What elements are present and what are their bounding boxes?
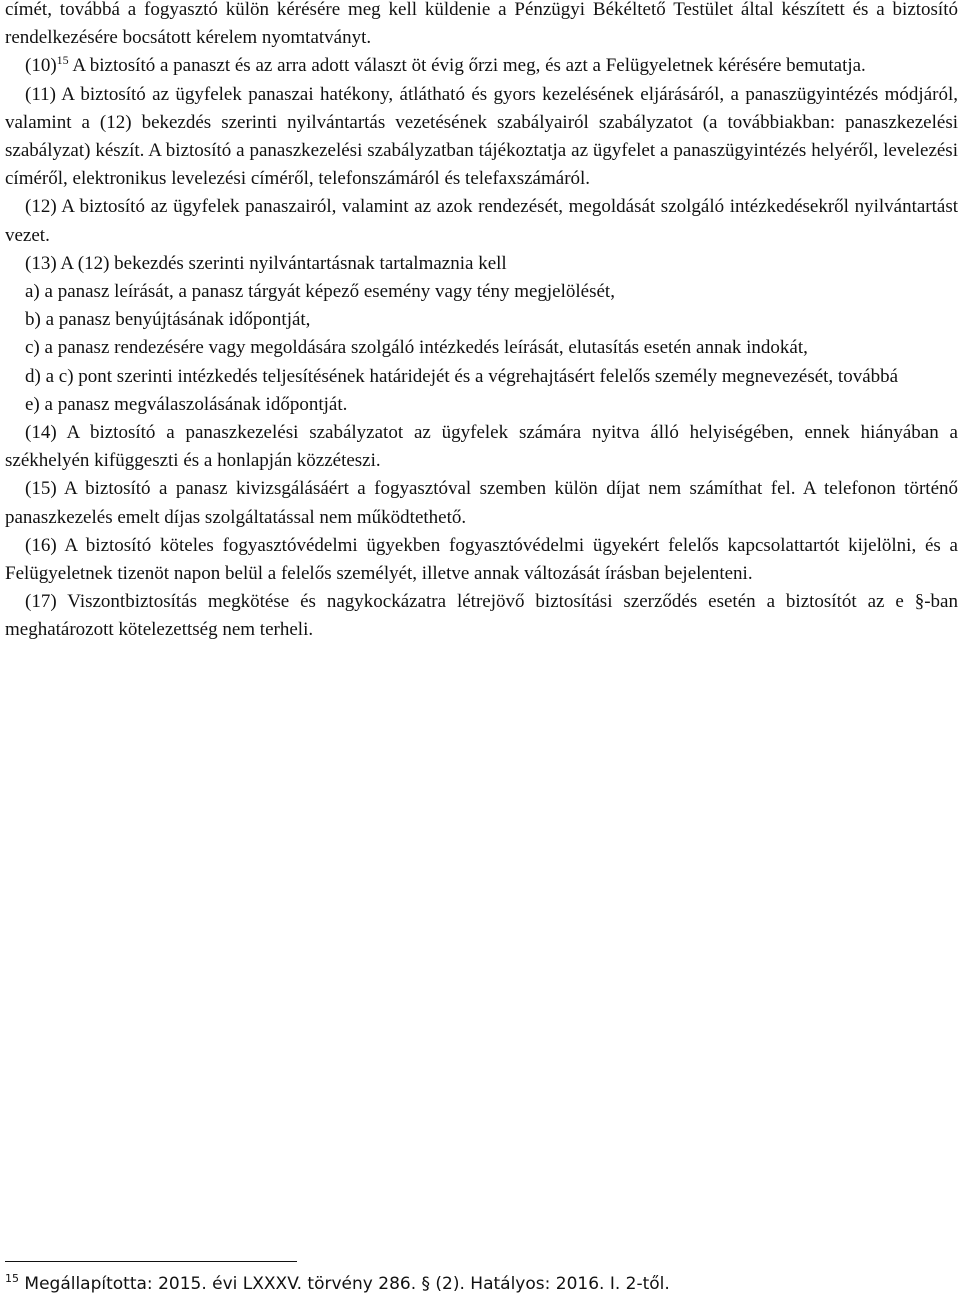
paragraph-15 [5,475,958,531]
paragraph-14 [5,419,958,475]
footnote-reference[interactable]: 15 [56,53,69,68]
paragraph-text: (11) A biztosító az ügyfelek panaszai hatékony, átlátható és gyors kezelésének eljárásáról, a panaszügyintézés módjáról, valamint a (12) bekezdés szerinti nyilvántartás vezetésének szabályairól szabályzatot (a továbbiakban: panaszkezelési szabályzat) készít. A biztosító a panaszkezelési szabályzatban tájékoztatja az ügyfelet a panaszügyintézés helyéről, levelezési címéről, elektronikus levelezési címéről, telefonszámáról és telefaxszámáról. [5,83,958,190]
footnote-text: Megállapította: 2015. évi LXXXV. törvény 286. § (2). Hatályos: 2016. I. 2-től. [19,1274,670,1294]
paragraph-text: (13) A (12) bekezdés szerinti nyilvántartásnak tartalmaznia kell [25,252,507,274]
document-body [5,0,958,645]
list-item-c [5,334,958,362]
list-item-d [5,363,958,391]
paragraph-text: címét, továbbá a fogyasztó külön kérésére meg kell küldenie a Pénzügyi Békéltető Testület által készített és a biztosító rendelkezésére bocsátott kérelem nyomtatványt. [5,0,958,49]
list-item-text: c) a panasz rendezésére vagy megoldására szolgáló intézkedés leírását, elutasítás esetén annak indokát, [25,337,808,359]
footnote [5,1272,955,1296]
paragraph-11 [5,81,958,194]
paragraph-text: (14) A biztosító a panaszkezelési szabályzatot az ügyfelek számára nyitva álló helyiségében, ennek hiányában a székhelyén kifüggeszti és a honlapján közzéteszi. [5,422,958,472]
list-item-e [5,391,958,419]
list-item-text: d) a c) pont szerinti intézkedés teljesítésének határidejét és a végrehajtásért felelős személy megnevezését, továbbá [25,365,899,387]
paragraph-text: (17) Viszontbiztosítás megkötése és nagykockázatra létrejövő biztosítási szerződés esetén a biztosítót az e §-ban meghatározott kötelezettség nem terheli. [5,591,958,641]
list-item-text: a) a panasz leírását, a panasz tárgyát képező esemény vagy tény megjelölését, [25,281,615,303]
list-item-a [5,278,958,306]
footnote-marker: 15 [5,1272,19,1285]
footnote-separator [5,1261,297,1262]
paragraph-number: (10) [25,55,57,77]
paragraph-16 [5,532,958,588]
list-item-text: e) a panasz megválaszolásának időpontját. [25,393,348,415]
paragraph-text: A biztosító a panaszt és az arra adott választ öt évig őrzi meg, és azt a Felügyeletnek kérésére bemutatja. [68,55,866,77]
list-item-b [5,306,958,334]
paragraph-10 [5,52,958,80]
paragraph-13 [5,250,958,278]
list-item-text: b) a panasz benyújtásának időpontját, [25,309,311,331]
paragraph-12 [5,193,958,249]
paragraph-text: (16) A biztosító köteles fogyasztóvédelmi ügyekben fogyasztóvédelmi ügyekért felelős kapcsolattartót kijelölni, és a Felügyeletnek tizenöt napon belül a felelős személyét, illetve annak változását írásban bejelenteni. [5,534,958,585]
paragraph-17 [5,588,958,644]
paragraph-continuation [5,0,958,52]
paragraph-text: (15) A biztosító a panasz kivizsgálásáért a fogyasztóval szemben külön díjat nem számíthat fel. A telefonon történő panaszkezelés emelt díjas szolgáltatással nem működtethető. [5,478,958,528]
paragraph-text: (12) A biztosító az ügyfelek panaszairól, valamint az azok rendezését, megoldását szolgáló intézkedésekről nyilvántartást vezet. [5,196,958,246]
